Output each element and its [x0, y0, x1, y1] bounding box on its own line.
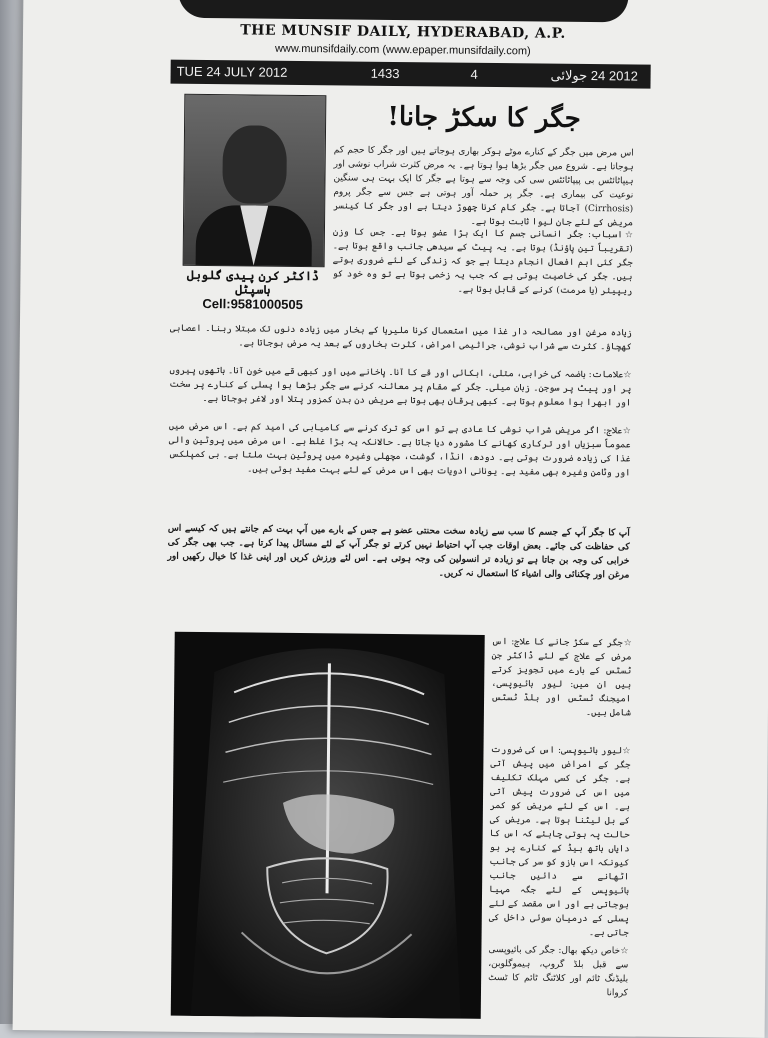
- newspaper-clipping: [133, 0, 664, 1021]
- hijri-day: 4: [470, 66, 478, 82]
- article-paragraph-intro: اس مرض میں جگر کے کنارے موٹے ہوکر بھاری ہوجاتے ہیں اور جگر کا حجم کم ہوجاتا ہے۔ شروع میں جگر بڑھا ہوا ہوتا ہے۔ یہ مرض کثرت شراب نوشی اور ہیپاٹائٹس بی پیپاٹائٹس سی کی وجہ سے ہوتا ہے جگر کا ایک بہت ہی سنگین نوعیت کی بیماری ہے۔ جگر پر حملہ آور ہوتی ہے جس سے جگر پروم (Cirrhosis) آجاتا ہے۔ جگر کام کرنا چھوڑ دیتا ہے اور جگر کا کینسر مریض کے لئے جان لیوا ثابت ہوتا ہے۔: [333, 145, 634, 229]
- article-paragraph-treatment: ☆علاج: اگر مریض شراب نوشی کا عادی ہے تو اس کو ترک کرنے سے کامیابی کی امید کم ہے۔ اس مرض میں عموماً سبزیاں اور ترکاری کھانے کا مشورہ دیا جاتا ہے۔ حالانکہ یہ بڑا غلط ہے۔ اس مرض میں پروٹین والی غذا کی زیادہ ضرورت ہوتی ہے۔ دودھ، انڈا، گوشت، مچھلی وغیرہ میں پروٹین بہت ملتا ہے۔ بی کمپلکس اور وٹامن وغیرہ بھی مفید ہے۔ یونانی ادویات بھی اس مرض کے لئے بہت مفید ہوتی ہیں۔: [168, 421, 631, 479]
- article-paragraph-advice: آپ کا جگر آپ کے جسم کا سب سے زیادہ سخت محنتی عضو ہے جس کے بارے میں آپ بہت کم جانتے ہیں کہ کیسے اس کی حفاظت کی جائے۔ بعض اوقات جب آپ احتیاط نہیں کرتے تو جگر آپ کے لئے مسائل پیدا کرتا ہے۔ جب بھی جگر کی خرابی کی وجہ بن جاتا ہے تو زیادہ تر انسولین کی وجہ ہوتی ہے۔ اس لئے ورزش کریں اور اپنی غذا کا خیال رکھیں اور مرغن اور چکنائی والی اشیاء کا استعمال نہ کریں۔: [167, 523, 630, 581]
- author-name-caption: ڈاکٹر کرن پیدی گلوبل ہاسپٹل: [186, 267, 320, 297]
- masthead-title: THE MUNSIF DAILY, HYDERABAD, A.P.: [240, 22, 566, 42]
- author-cell-number: Cell:9581000505: [202, 295, 304, 313]
- urdu-date: 2012 24 جولائی: [550, 67, 638, 84]
- date-bar: [170, 60, 650, 89]
- article-paragraph-risk: زیادہ مرغن اور مصالحہ دار غذا میں استعمال کرنا ملیریا کے بخار میں زیادہ دنوں تک مبتلا رہنا۔ اعصابی کھچاؤ۔ کثرت سے شراب نوشی، جراثیمی امراض، کثرت بخاروں کے بعد یہ مرض ہوجاتا ہے۔: [169, 323, 632, 353]
- article-paragraph-care: ☆خاص دیکھ بھال: جگر کی بائیوپسی سے قبل بلڈ گروپ، ہیموگلوبن، بلیڈنگ ٹائم اور کلاٹنگ ٹائم کا ٹسٹ کروانا: [488, 945, 629, 999]
- article-paragraph-causes: ☆اسباب: جگر انسانی جسم کا ایک بڑا عضو ہوتا ہے۔ جس کا وزن (تقریباً تین پاؤنڈ) ہوتا ہے۔ یہ پیٹ کے سیدھی جانب واقع ہوتا ہے۔ جگر کئی اہم افعال انجام دیتا ہے جو کہ زندگی کے لئے ضروری ہوتے ہیں۔ جگر کی خاصیت ہوتی ہے کہ جب یہ زخمی ہوتا ہے تو وہ خود کو ریپیئر (یا مرمت) کرنے کے قابل ہوتا ہے۔: [332, 227, 633, 297]
- masthead-urls: www.munsifdaily.com (www.epaper.munsifdaily.com): [274, 42, 531, 58]
- liver-xray-illustration: [171, 632, 485, 1019]
- article-paragraph-biopsy: ☆لیور بائیوپسی: اس کی ضرورت جگر کے امراض میں پیش آتی ہے۔ جگر کی کسی مہلک تکلیف میں اس کی ضرورت پیش آتی ہے۔ اس کے لئے مریض کو کمر کے بل لیٹنا ہوتا ہے۔ مریض کی حالت پہ ہوتی چاہئے کہ اس کا دایاں ہاتھ بیڈ کے کنارے پر ہو کیونکہ اس بازو کو سر کی جانب اٹھانے سے دائیں جانب بائیوپسی کے لئے جگہ مہیا ہوجاتی ہے اور اس مقصد کے لئے پسلی کے درمیان سوئی داخل کی جاتی ہے۔: [488, 745, 631, 939]
- author-photo: [183, 94, 327, 267]
- newspaper-page: [13, 0, 768, 1038]
- english-date: TUE 24 JULY 2012: [176, 63, 288, 80]
- article-paragraph-symptoms: ☆علامات: ہاضمہ کی خرابی، متلی، ابکائی اور قے کا آنا۔ پاخانے میں اور کبھی قے میں خون آنا۔ ہاتھوں پیروں پر اور پیٹ پر سوجن۔ زبان میلی۔ جگر کے مقام پر معائنہ کرنے سے جگر بڑھا ہوا پسلی کے کنارے پر سخت اور ابھرا ہوا معلوم ہوتا ہے۔ کبھی یرقان بھی ہوتا ہے مریض دن بدن کمزور پتلا اور لاغر ہوجاتا ہے۔: [169, 365, 632, 409]
- hijri-year: 1433: [370, 65, 400, 82]
- masthead-logo: [178, 0, 628, 22]
- xray-graphic: [171, 632, 485, 1019]
- article-headline: جگر کا سکڑ جانا!: [387, 101, 581, 134]
- article-paragraph-diagnosis: ☆جگر کے سکڑ جانے کا علاج: اس مرض کے علاج کے لئے ڈاکٹر جن ٹسٹس کے بارے میں تجویز کرتے ہیں ان میں: لیور بائیوپسی، امیجنگ ٹسٹس اور بلڈ ٹسٹس شامل ہیں۔: [491, 637, 632, 719]
